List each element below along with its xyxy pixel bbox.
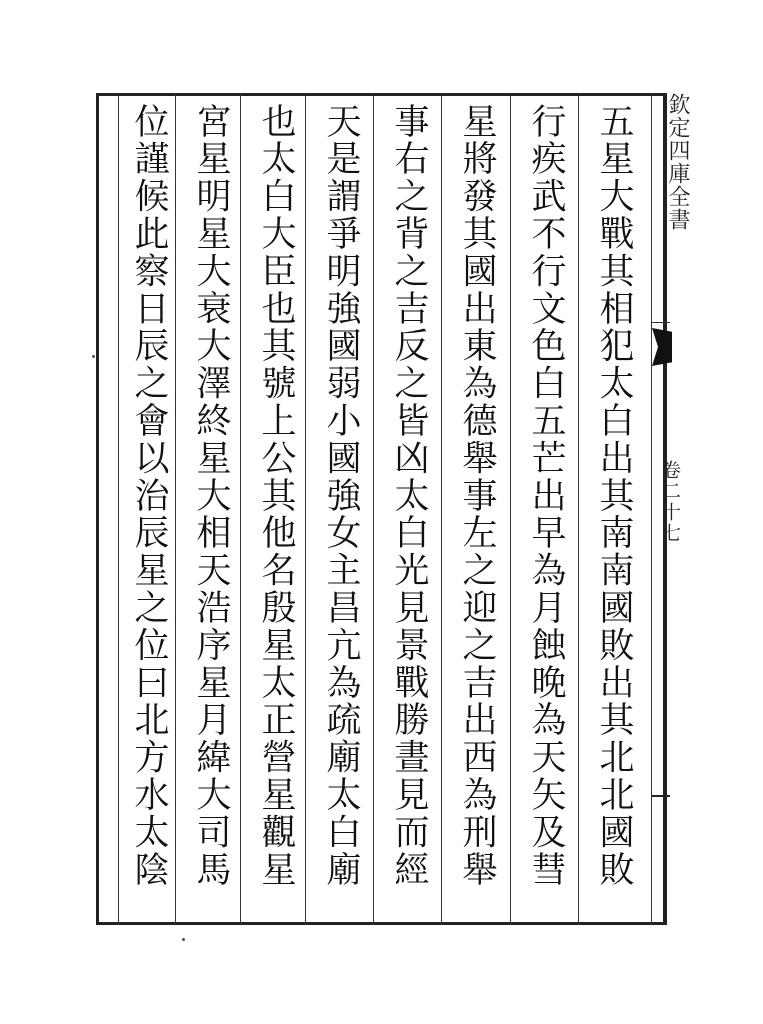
text-column-3: 星將發其國出東為德舉事左之迎之吉出西為刑舉 [457,103,497,889]
column-rule [373,93,374,925]
ink-speck [92,355,95,358]
text-column-1: 五星大戰其相犯太白出其南南國敗出其北北國敗 [594,103,634,889]
fish-tail-rule [652,322,670,323]
text-column-6: 也太白大臣也其號上公其他名殷星太正營星觀星 [256,103,296,889]
column-rule [510,93,511,925]
margin-juan-label: 卷二十七 [659,460,681,544]
column-rule [240,93,241,925]
text-column-5: 天是謂爭明強國弱小國強女主昌亢為疏廟太白廟 [321,103,361,889]
text-column-8: 位謹候此察日辰之會以治辰星之位曰北方水太陰 [129,103,169,889]
column-rule [578,93,579,925]
text-column-4: 事右之背之吉反之皆凶太白光見景戰勝晝見而經 [389,103,429,889]
text-column-7: 宮星明星大衰大澤終星大相天浩序星月緯大司馬 [191,103,231,889]
column-rule [175,93,176,925]
margin-rule [652,795,670,797]
column-rule [305,93,306,925]
column-rule [441,93,442,925]
text-column-2: 行疾武不行文色白五芒出早為月蝕晚為天矢及彗 [526,103,566,889]
margin-book-title: 欽定四庫全書 [665,93,690,231]
ink-speck [182,938,185,941]
